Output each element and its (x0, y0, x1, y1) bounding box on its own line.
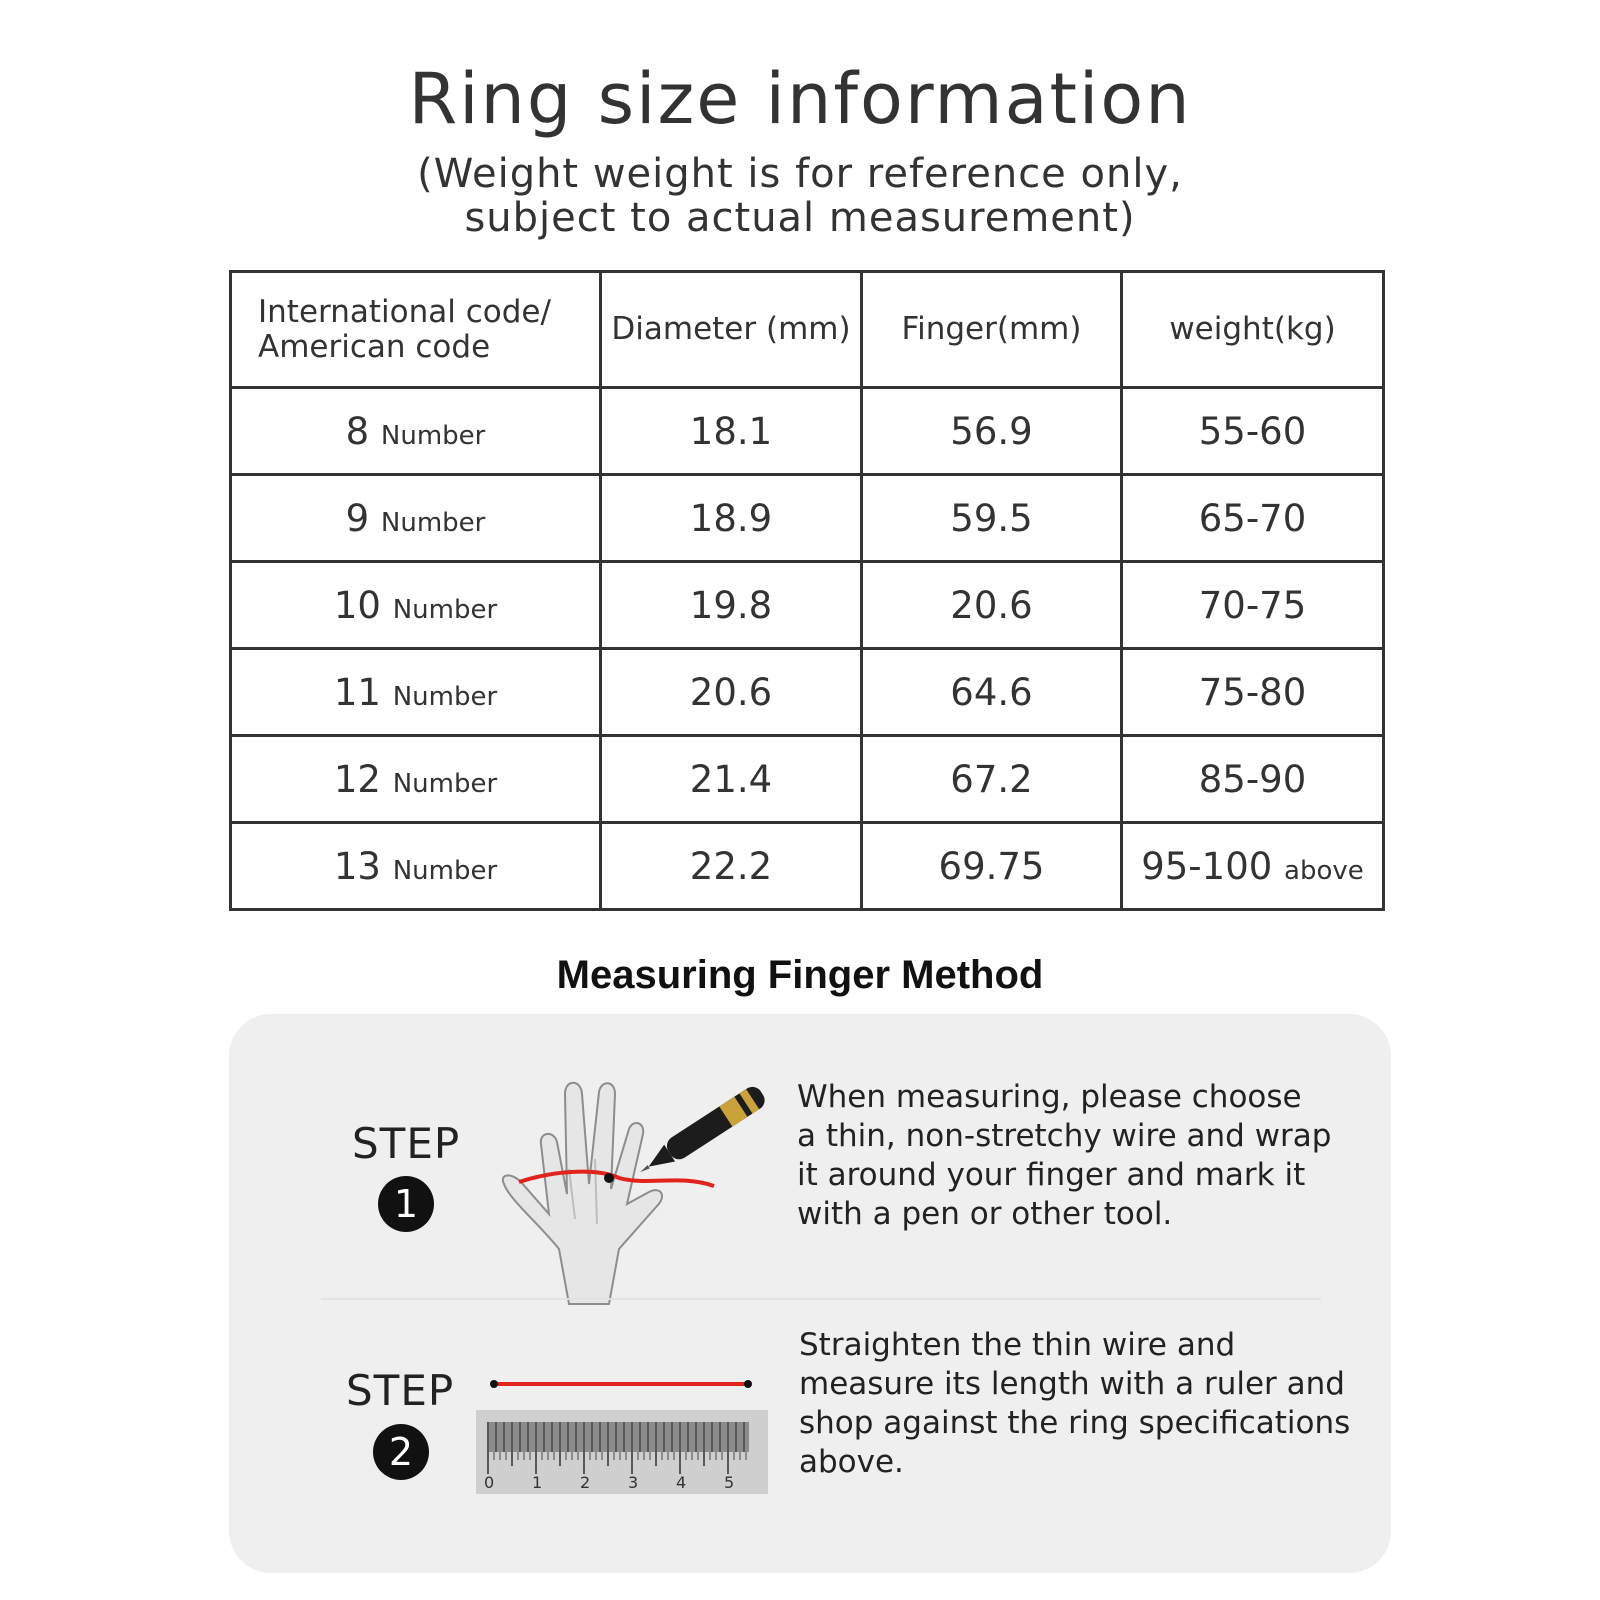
method-panel (229, 1014, 1391, 1573)
weight-cell (1122, 736, 1384, 823)
step-1-text (797, 1078, 1331, 1234)
finger-cell: 64.6 (862, 649, 1122, 736)
ruler-label: 1 (532, 1473, 543, 1492)
weight-cell (1122, 475, 1384, 562)
step-2-text (799, 1326, 1350, 1482)
step-divider (321, 1298, 1321, 1300)
subtitle-line-1: (Weight weight is for reference only, (417, 151, 1183, 197)
step-1-text-line: it around your finger and mark it (797, 1157, 1306, 1193)
size-value: 10 (333, 583, 381, 627)
finger-cell: 69.75 (862, 823, 1122, 910)
ruler-label: 4 (676, 1473, 687, 1492)
ruler-label: 0 (484, 1473, 495, 1492)
hand-with-wire-and-pen-icon (499, 1074, 789, 1304)
subtitle-line-2: subject to actual measurement) (464, 195, 1136, 241)
header-diameter: Diameter (mm) (601, 272, 862, 388)
table-row (231, 388, 1384, 475)
header-weight: weight(kg) (1122, 272, 1384, 388)
step-1-number-badge: 1 (378, 1176, 434, 1232)
size-cell (231, 562, 601, 649)
table-row (231, 475, 1384, 562)
size-cell (231, 649, 601, 736)
weight-value: 75-80 (1198, 670, 1307, 714)
step-1-text-line: When measuring, please choose (797, 1079, 1302, 1115)
finger-cell: 20.6 (862, 562, 1122, 649)
method-title: Measuring Finger Method (556, 953, 1044, 997)
size-value: 8 (345, 409, 370, 453)
header-code (231, 272, 601, 388)
step-2-text-line: shop against the ring specifications (799, 1405, 1351, 1441)
table-row (231, 562, 1384, 649)
size-value: 9 (345, 496, 370, 540)
size-unit: Number (380, 420, 486, 451)
diameter-cell: 20.6 (601, 649, 862, 736)
weight-value: 55-60 (1198, 409, 1307, 453)
size-cell (231, 388, 601, 475)
weight-value: 85-90 (1198, 757, 1307, 801)
page-subtitle (0, 152, 1600, 240)
size-unit: Number (380, 507, 486, 538)
step-1-text-line: a thin, non-stretchy wire and wrap (797, 1118, 1332, 1154)
finger-cell: 59.5 (862, 475, 1122, 562)
finger-cell: 67.2 (862, 736, 1122, 823)
diameter-cell: 22.2 (601, 823, 862, 910)
size-cell (231, 823, 601, 910)
size-value: 12 (333, 757, 381, 801)
step-1-label: STEP (352, 1119, 461, 1168)
step-2-number-badge: 2 (373, 1424, 429, 1480)
table-header-row (231, 272, 1384, 388)
table-row (231, 736, 1384, 823)
size-cell (231, 475, 601, 562)
ring-size-table (229, 270, 1385, 911)
size-value: 13 (333, 844, 381, 888)
diameter-cell: 19.8 (601, 562, 862, 649)
header-code-line-1: International code/ (258, 293, 551, 330)
ruler-label: 3 (628, 1473, 639, 1492)
step-1-text-line: with a pen or other tool. (797, 1196, 1173, 1232)
finger-cell: 56.9 (862, 388, 1122, 475)
page-title: Ring size information (408, 58, 1192, 140)
size-unit: Number (392, 855, 498, 886)
ruler-label: 5 (724, 1473, 735, 1492)
size-unit: Number (392, 594, 498, 625)
step-2-text-line: above. (799, 1444, 904, 1480)
weight-cell (1122, 388, 1384, 475)
header-code-line-2: American code (258, 328, 491, 365)
size-cell (231, 736, 601, 823)
table-row (231, 649, 1384, 736)
weight-value: 95-100 (1141, 844, 1273, 888)
weight-cell (1122, 649, 1384, 736)
diameter-cell: 21.4 (601, 736, 862, 823)
header-finger: Finger(mm) (862, 272, 1122, 388)
table-row (231, 823, 1384, 910)
size-unit: Number (392, 681, 498, 712)
wire-on-ruler-icon (476, 1354, 776, 1494)
weight-suffix: above (1284, 855, 1364, 886)
step-2-label: STEP (346, 1366, 455, 1415)
size-unit: Number (392, 768, 498, 799)
weight-value: 70-75 (1198, 583, 1307, 627)
size-value: 11 (333, 670, 381, 714)
step-2-text-line: measure its length with a ruler and (799, 1366, 1345, 1402)
weight-value: 65-70 (1198, 496, 1307, 540)
ruler-label: 2 (580, 1473, 591, 1492)
diameter-cell: 18.1 (601, 388, 862, 475)
step-2-text-line: Straighten the thin wire and (799, 1327, 1236, 1363)
weight-cell (1122, 562, 1384, 649)
weight-cell (1122, 823, 1384, 910)
diameter-cell: 18.9 (601, 475, 862, 562)
